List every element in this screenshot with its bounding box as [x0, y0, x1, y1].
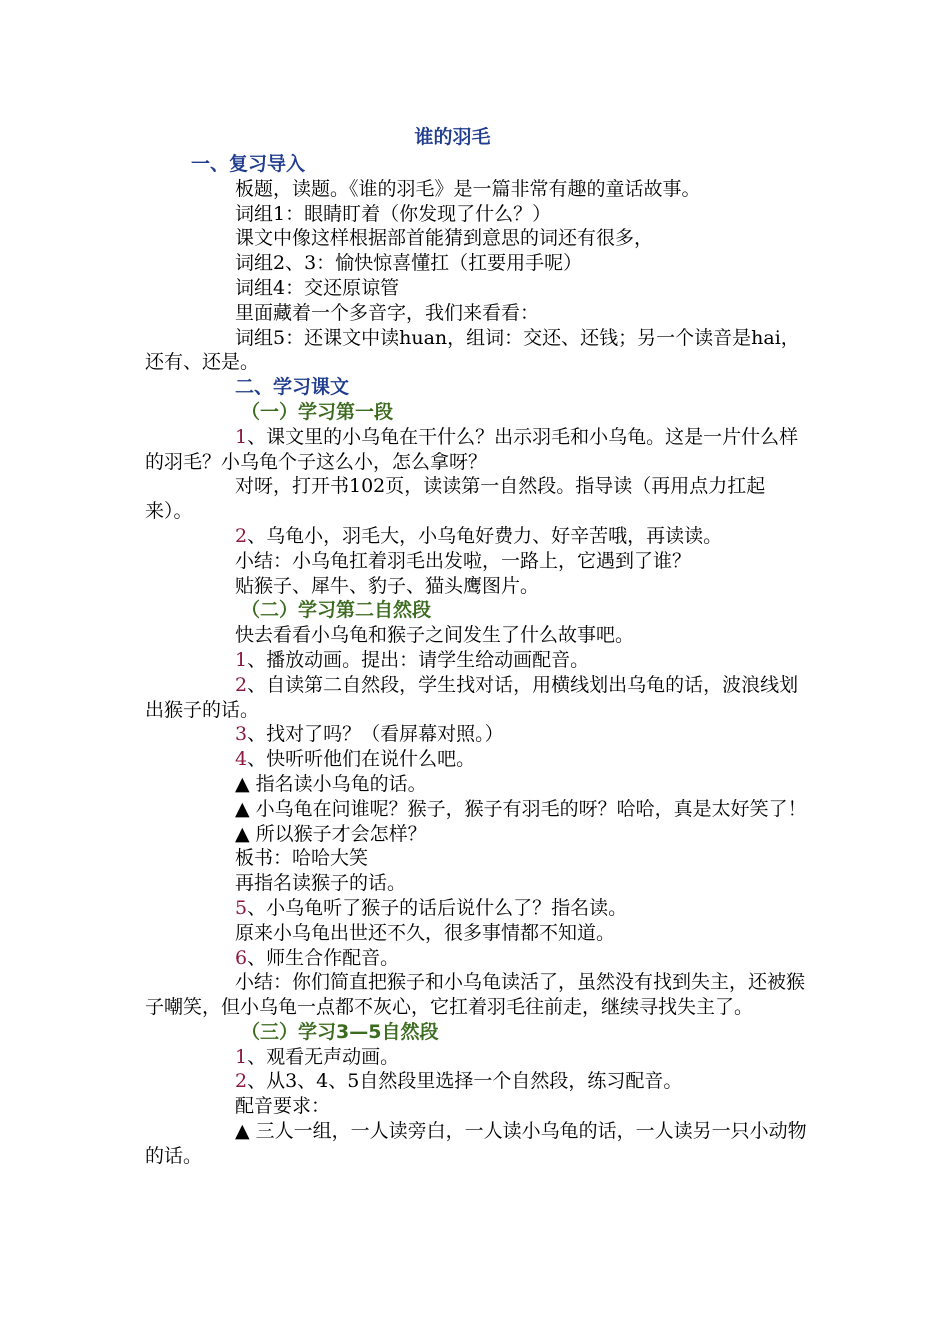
item-number: 5	[235, 896, 248, 919]
list-item	[145, 946, 810, 971]
paragraph: 对呀，打开书102页，读读第一自然段。指导读（再用点力扛起来）。	[145, 475, 766, 523]
item-text: 、自读第二自然段，学生找对话，用横线划出乌龟的话，波浪线划出猴子的话。	[145, 673, 799, 721]
item-text: 、课文里的小乌龟在干什么？出示羽毛和小乌龟。这是一片什么样的羽毛？小乌龟个子这么小，怎么拿呀？	[145, 425, 799, 473]
bullet-item: ▲ 所以猴子才会怎样？	[235, 822, 427, 845]
paragraph: 词组4：交还原谅管	[235, 276, 400, 299]
document-page	[145, 122, 810, 1169]
list-item	[145, 896, 810, 921]
paragraph: 里面藏着一个多音字，我们来看看：	[235, 301, 540, 324]
item-number: 1	[235, 648, 248, 671]
item-text: 、师生合作配音。	[247, 946, 400, 969]
section-heading-review: 一、复习导入	[191, 153, 306, 175]
list-item	[145, 673, 810, 723]
bullet-item: ▲ 指名读小乌龟的话。	[235, 772, 427, 795]
subsection-heading-1: （一）学习第一段	[241, 400, 394, 423]
item-text: 、播放动画。提出：请学生给动画配音。	[247, 648, 590, 671]
item-text: 、找对了吗？（看屏幕对照。）	[247, 723, 504, 746]
paragraph: 小结：小乌龟扛着羽毛出发啦，一路上，它遇到了谁？	[235, 549, 692, 572]
item-number: 6	[235, 946, 248, 969]
subsection-heading-3: （三）学习3—5自然段	[241, 1020, 439, 1043]
paragraph: 小结：你们简直把猴子和小乌龟读活了，虽然没有找到失主，还被猴子嘲笑，但小乌龟一点都不灰心，它扛着羽毛往前走，继续寻找失主了。	[145, 971, 806, 1019]
paragraph: 快去看看小乌龟和猴子之间发生了什么故事吧。	[235, 624, 635, 647]
item-text: 、乌龟小，羽毛大，小乌龟好费力、好辛苦哦，再读读。	[247, 524, 723, 547]
paragraph: 原来小乌龟出世还不久，很多事情都不知道。	[235, 921, 616, 944]
list-item	[145, 747, 810, 772]
item-text: 、快听听他们在说什么吧。	[247, 748, 476, 771]
paragraph: 配音要求：	[235, 1095, 331, 1118]
paragraph: 词组2、3：愉快惊喜懂扛（扛要用手呢）	[235, 252, 583, 275]
item-number: 1	[235, 425, 248, 448]
paragraph: 板书：哈哈大笑	[235, 847, 369, 870]
paragraph: 词组1：眼睛盯着（你发现了什么？）	[235, 202, 552, 225]
paragraph: 贴猴子、犀牛、豹子、猫头鹰图片。	[235, 574, 540, 597]
item-text: 、从3、4、5自然段里选择一个自然段，练习配音。	[247, 1070, 683, 1093]
paragraph: 板题，读题。《谁的羽毛》是一篇非常有趣的童话故事。	[235, 177, 701, 200]
page-title: 谁的羽毛	[414, 126, 491, 148]
list-item	[145, 722, 810, 747]
item-number: 2	[235, 524, 248, 547]
list-item	[145, 648, 810, 673]
section-heading-study: 二、学习课文	[235, 376, 350, 399]
paragraph: 课文中像这样根据部首能猜到意思的词还有很多，	[235, 227, 654, 250]
item-text: 、观看无声动画。	[247, 1045, 400, 1068]
item-number: 2	[235, 1070, 248, 1093]
paragraph: 再指名读猴子的话。	[235, 872, 407, 895]
item-number: 3	[235, 723, 248, 746]
list-item	[145, 1045, 810, 1070]
list-item	[145, 1069, 810, 1094]
item-number: 4	[235, 748, 248, 771]
bullet-item: ▲ 小乌龟在问谁呢？猴子，猴子有羽毛的呀？哈哈，真是太好笑了！	[235, 797, 807, 820]
item-number: 2	[235, 673, 248, 696]
item-number: 1	[235, 1045, 248, 1068]
item-text: 、小乌龟听了猴子的话后说什么了？指名读。	[247, 896, 628, 919]
bullet-item: ▲ 三人一组，一人读旁白，一人读小乌龟的话，一人读另一只小动物的话。	[145, 1120, 807, 1167]
paragraph: 词组5：还课文中读huan，组词：交还、还钱；另一个读音是hai，还有、还是。	[145, 326, 800, 374]
list-item	[145, 425, 810, 475]
subsection-heading-2: （二）学习第二自然段	[241, 599, 432, 622]
list-item	[145, 524, 810, 549]
